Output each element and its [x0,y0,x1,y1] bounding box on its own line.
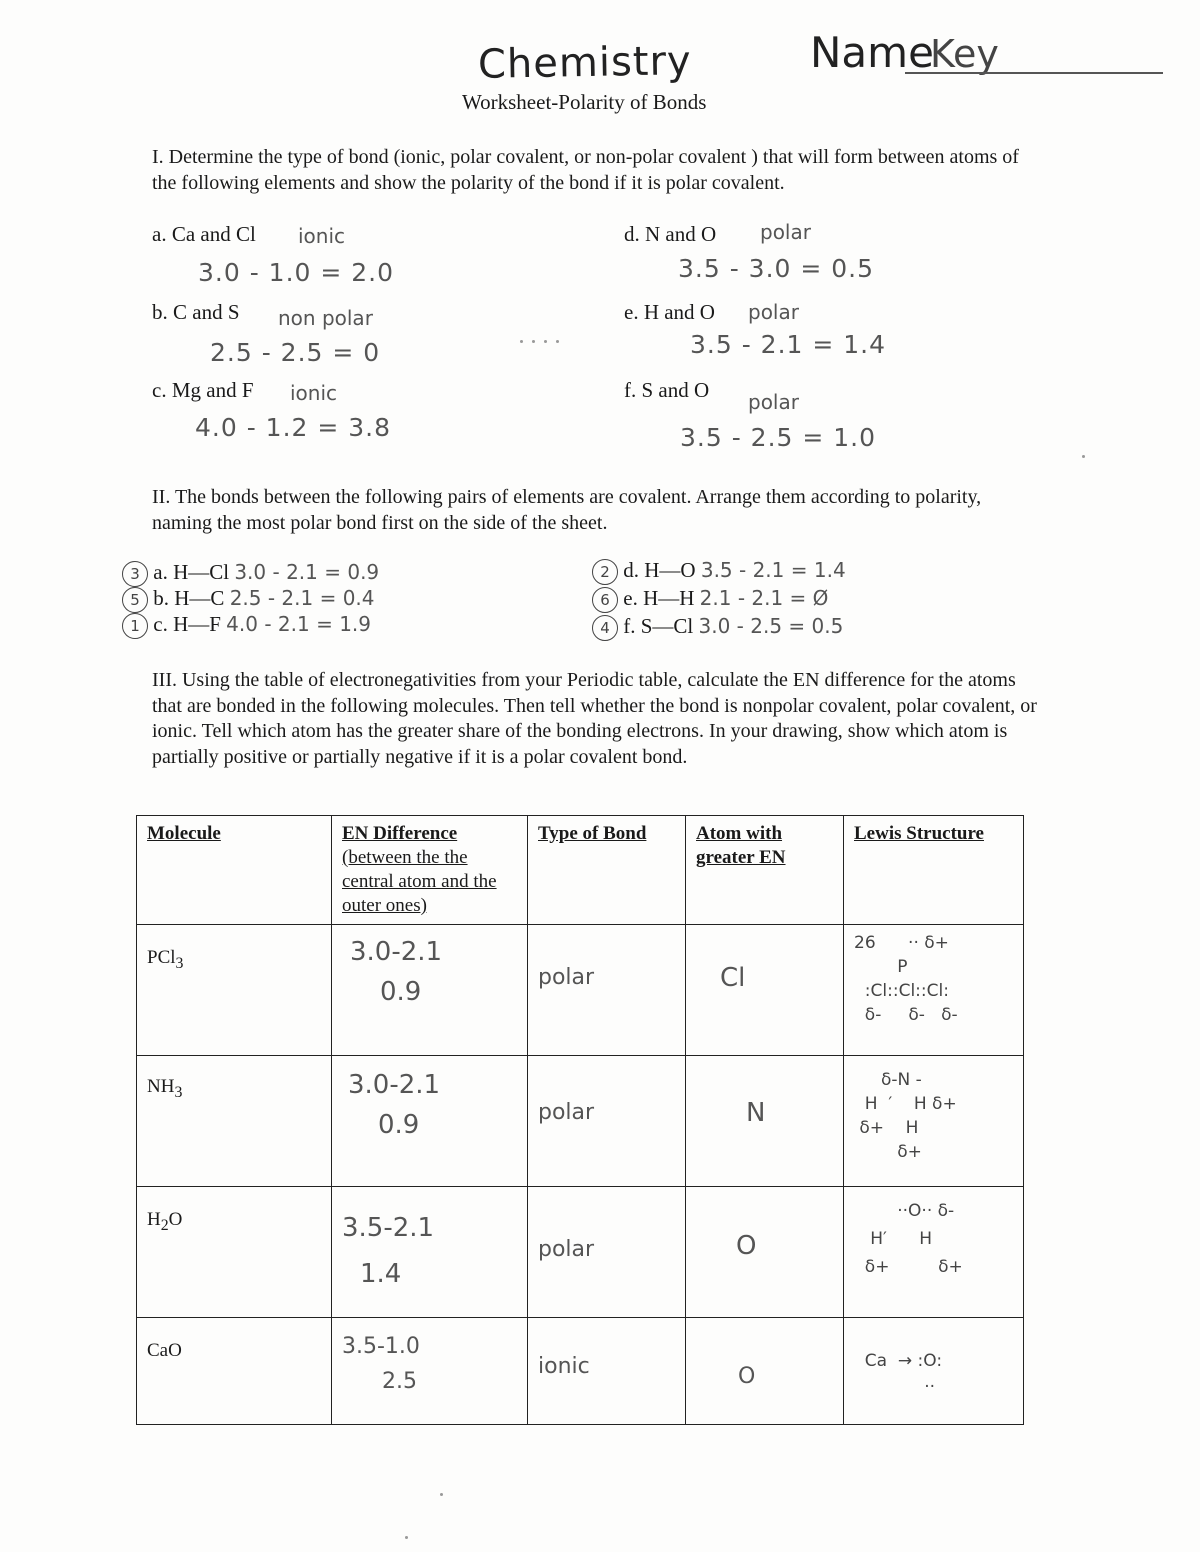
part2-item-f-calc: 3.0 - 2.5 = 0.5 [698,614,844,638]
worksheet-title: Chemistry [477,38,692,88]
scan-speck [405,1536,408,1539]
header-en-difference [332,816,528,925]
scan-speck [1082,455,1085,458]
part1-item-f-type: polar [748,390,799,414]
part1-item-d-calc: 3.5 - 3.0 = 0.5 [678,254,875,283]
part2-item-a-label: a. H—Cl [153,560,230,584]
part2-item-e-calc: 2.1 - 2.1 = Ø [699,586,829,610]
bond-type-cell [528,1187,686,1318]
molecule-cell: $H_2O$ [137,1187,332,1318]
part1-item-b-label: b. C and S [152,300,240,324]
greater-en-atom: Cl [720,963,746,993]
greater-en-cell [686,1056,844,1187]
greater-en-atom: N [746,1098,766,1128]
part1-item-f-calc: 3.5 - 2.5 = 1.0 [680,423,877,452]
part1-item-d-type: polar [760,220,811,244]
scan-speck [556,340,559,343]
molecule-table [136,815,1024,1425]
en-calc: 3.0-2.1 [348,1070,441,1100]
lewis-structure: Ca → :O: ·· [864,1351,943,1397]
table-row [137,1056,1024,1187]
lewis-structure: δ-N - H ′ H δ+ δ+ H δ+ [859,1070,957,1162]
en-result: 2.5 [382,1369,417,1394]
table-row [137,925,1024,1056]
header-type-of-bond: Type of Bond [528,816,686,925]
molecule-cell: PCl$_3$ [137,925,332,1056]
part2-item-f [592,614,843,641]
part1-item-c-label: c. Mg and F [152,378,254,402]
part2-item-b-label: b. H—C [153,586,225,610]
lewis-cell [844,1187,1024,1318]
header-en-difference-sub: (between the the central atom and the outer ones) [342,847,497,916]
part1-item-e-calc: 3.5 - 2.1 = 1.4 [690,330,887,359]
part2-instructions: II. The bonds between the following pairs of elements are covalent. Arrange them according to polarity, naming the most polar bond first on the side of the sheet. [152,486,982,534]
part1-instructions: I. Determine the type of bond (ionic, polar covalent, or non-polar covalent ) that will form between atoms of the following elements and show the polarity of the bond if it is polar covalent. [152,146,1019,194]
part1-item-e-label: e. H and O [624,300,715,324]
en-calc: 3.0-2.1 [350,937,443,967]
bond-type: polar [538,965,595,990]
part1-item-b-type: non polar [278,306,373,330]
part1-item-c-calc: 4.0 - 1.2 = 3.8 [195,413,392,442]
molecule-cell: $NH_3$ [137,1056,332,1187]
part1-item-c-type: ionic [290,381,338,405]
name-label: Name [810,28,934,77]
greater-en-atom: O [738,1364,756,1389]
part1-item-b-calc: 2.5 - 2.5 = 0 [210,338,381,367]
name-underline [905,72,1163,74]
greater-en-atom: O [736,1231,757,1261]
en-difference-cell [332,1318,528,1425]
rank-circle: 6 [592,587,618,613]
molecule-cell: CaO [137,1318,332,1425]
part1-item-a-label: a. Ca and Cl [152,222,256,246]
scan-speck [544,340,547,343]
en-result: 0.9 [378,1110,420,1140]
part1-item-a-type: ionic [298,224,346,248]
scan-speck [532,340,535,343]
worksheet-subtitle: Worksheet-Polarity of Bonds [462,90,707,114]
bond-type-cell [528,1318,686,1425]
lewis-cell [844,1056,1024,1187]
rank-circle: 2 [592,559,618,585]
bond-type-cell [528,1056,686,1187]
lewis-cell [844,1318,1024,1425]
part2-item-a-calc: 3.0 - 2.1 = 0.9 [234,560,380,584]
header-greater-en: Atom with greater EN [686,816,844,925]
part3-instructions: III. Using the table of electronegativities from your Periodic table, calculate the EN difference for the atoms that are bonded in the following molecules. Then tell whether the bond is nonpolar covalent, polar covalent, or ionic. Tell which atom has the greater share of the bonding electrons. In your drawing, show which atom is partially positive or partially negative if it is a polar covalent bond. [152,669,1037,768]
rank-circle: 3 [122,561,148,587]
header-molecule: Molecule [137,816,332,925]
bond-type: polar [538,1237,595,1262]
rank-circle: 4 [592,615,618,641]
en-result: 0.9 [380,977,422,1007]
part2-item-c-label: c. H—F [153,612,221,636]
part2-item-c [122,612,371,639]
part2-item-d-label: d. H—O [623,558,696,582]
part2-item-c-calc: 4.0 - 2.1 = 1.9 [226,612,371,636]
table-row [137,1187,1024,1318]
part1-item-e-type: polar [748,300,799,324]
part2-item-d [592,558,846,585]
lewis-cell [844,925,1024,1056]
header-en-difference-title: EN Difference [342,823,458,844]
bond-type-cell [528,925,686,1056]
rank-circle: 5 [122,587,148,613]
lewis-structure: ··O·· δ- H′ H δ+ δ+ [864,1201,963,1277]
greater-en-cell [686,1187,844,1318]
bond-type: polar [538,1100,595,1125]
scan-speck [440,1493,443,1496]
part1-item-f-label: f. S and O [624,378,710,402]
greater-en-cell [686,925,844,1056]
en-difference-cell [332,1187,528,1318]
greater-en-cell [686,1318,844,1425]
scan-speck [520,340,523,343]
en-difference-cell [332,925,528,1056]
part2-item-f-label: f. S—Cl [623,614,694,638]
bond-type: ionic [538,1354,590,1379]
name-value: Key [930,32,999,76]
table-row [137,1318,1024,1425]
en-calc: 3.5-1.0 [342,1334,420,1359]
part1-item-a-calc: 3.0 - 1.0 = 2.0 [198,258,395,287]
part1-item-d-label: d. N and O [624,222,717,246]
lewis-structure: 26 ·· δ+ P :Cl::Cl::Cl: δ- δ- δ- [854,933,958,1025]
part2-item-b-calc: 2.5 - 2.1 = 0.4 [229,586,375,610]
rank-circle: 1 [122,613,148,639]
part2-item-b [122,586,375,613]
part2-item-a [122,560,379,587]
en-result: 1.4 [360,1259,402,1289]
header-lewis: Lewis Structure [844,816,1024,925]
part2-item-e-label: e. H—H [623,586,695,610]
part2-item-d-calc: 3.5 - 2.1 = 1.4 [700,558,846,582]
part2-item-e [592,586,828,613]
en-difference-cell [332,1056,528,1187]
en-calc: 3.5-2.1 [342,1213,435,1243]
table-header-row [137,816,1024,925]
